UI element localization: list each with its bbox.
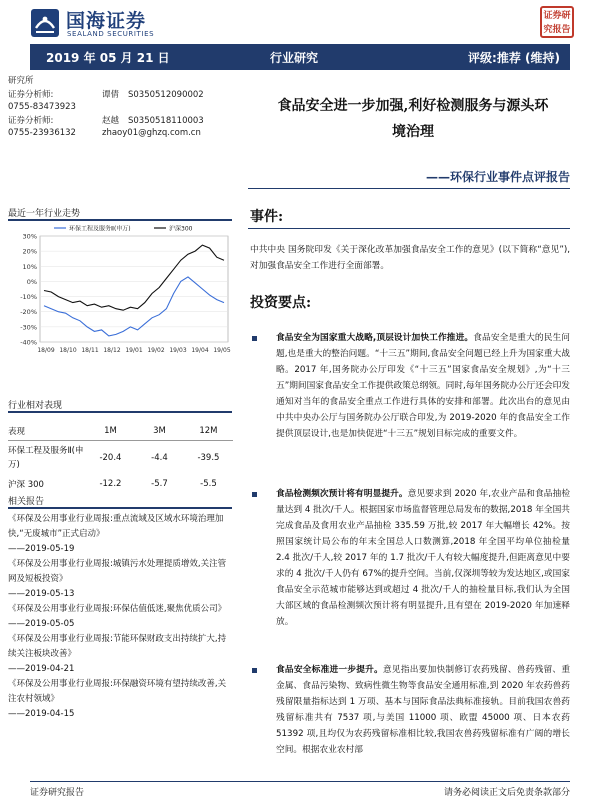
related-reports-title: 相关报告: [8, 497, 45, 507]
logo: [30, 6, 230, 40]
chart-y-tick-label: -10%: [20, 293, 37, 302]
performance-header-row: [8, 422, 233, 441]
related-report-title[interactable]: 《环保及公用事业行业周报:城镇污水处理提质增效,关注管网及短板投资》: [8, 559, 227, 584]
analyst-2-name: 赵越: [102, 116, 120, 126]
analyst-1-phone: 0755-83473923: [8, 102, 76, 112]
key-point-2: [276, 486, 570, 630]
perf-row-1-12m: -39.5: [197, 453, 220, 463]
logo-emblem-icon: [30, 8, 60, 38]
key-point-2-lead: 食品检测频次预计将有明显提升。: [276, 489, 408, 499]
chart-legend-label: 环保工程及服务Ⅱ(申万): [69, 225, 131, 233]
chart-y-tick-label: -20%: [20, 308, 37, 317]
bullet-square-icon: [252, 492, 257, 497]
related-report-date: ——2019-05-13: [8, 589, 75, 599]
related-reports-rule: [8, 507, 232, 509]
related-report-date: ——2019-04-15: [8, 709, 75, 719]
chart-y-tick-label: -40%: [20, 338, 37, 347]
perf-row-2-name: 沪深 300: [8, 480, 44, 490]
chart-x-tick-label: 19/02: [147, 347, 165, 354]
perf-row-2-1m: -12.2: [99, 479, 122, 489]
table-row: [8, 475, 233, 493]
logo-english-name: SEALAND SECURITIES: [67, 30, 155, 38]
chart-y-tick-label: 0%: [26, 277, 37, 286]
trend-chart-title: 最近一年行业走势: [8, 209, 81, 219]
report-title: [248, 93, 578, 145]
research-report-stamp: 证券研究报告: [540, 6, 574, 38]
list-item[interactable]: [8, 602, 230, 632]
chart-frame: [40, 236, 228, 342]
report-title-line-2: 境治理: [392, 124, 434, 140]
logo-chinese-name: 国海证券: [66, 10, 147, 32]
key-point-1-body: 食品安全是重大的民生问题,也是重大的整治问题。“十三五”期间,食品安全问题已经上升为国家重大战略。2017 年,国务院办公厅印发《“十三五”国家食品安全规划》,为“十三五”期间国家食品安全工作提供政策总纲领。同时,每年国务院办公厅还会印发通知对当年的食品安全重点工作进行具体的安排和部署。此次出台的意见由中共中央办公厅与国务院办公厅联合印发,为 2019-2020 年的食品安全工作提供顶层设计,也是加快促进“十三五”规划目标完成的重要文件。: [276, 333, 570, 439]
chart-x-tick-label: 19/03: [169, 347, 187, 354]
perf-row-1-1m: -20.4: [99, 453, 122, 463]
key-point-3: [276, 662, 570, 778]
perf-header-3m: 3M: [135, 422, 184, 441]
report-category: 行业研究: [270, 51, 319, 65]
chart-y-tick-label: -30%: [20, 323, 37, 332]
table-row: [8, 441, 233, 476]
related-report-date: ——2019-05-19: [8, 544, 75, 554]
analyst-1-name: 谭倩: [102, 90, 120, 100]
key-point-3-body: 意见指出要加快制修订农药残留、兽药残留、重金属、食品污染物、致病性微生物等食品安全通用标准,到 2020 年农药兽药残留限量指标达到 1 万项、基本与国际食品法典标准接轨。目前我国农兽药残留标准共有 7537 项,与美国 11000 项、欧盟 45000 项、日本农药 51392 项,且均仅为农药残留标准相比较,我国农兽药残留标准有广阔的增长空间。根据农业农村部: [276, 665, 570, 755]
footer-left-text: 证券研究报告: [30, 788, 85, 798]
chart-legend-label: 沪深300: [169, 225, 193, 233]
chart-y-tick-label: 10%: [22, 262, 37, 271]
perf-header-label: 表现: [8, 422, 86, 441]
bullet-square-icon: [252, 668, 257, 673]
performance-title: 行业相对表现: [8, 401, 63, 411]
bullet-square-icon: [252, 336, 257, 341]
related-reports-list: [8, 512, 230, 722]
event-heading: 事件:: [250, 209, 284, 225]
analyst-2-email[interactable]: zhaoy01@ghzq.com.cn: [102, 128, 201, 138]
report-date: 2019 年 05 月 21 日: [46, 51, 170, 65]
chart-x-tick-label: 19/01: [125, 347, 143, 354]
list-item[interactable]: [8, 557, 230, 602]
chart-x-tick-label: 18/11: [81, 347, 99, 354]
perf-header-12m: 12M: [184, 422, 233, 441]
analyst-2-cert: S0350518110003: [128, 116, 204, 126]
list-item[interactable]: [8, 677, 230, 722]
header-bar: [30, 44, 570, 70]
related-report-date: ——2019-05-05: [8, 619, 75, 629]
key-point-3-lead: 食品安全标准进一步提升。: [276, 665, 383, 675]
chart-series-line-2: [44, 245, 224, 310]
perf-header-1m: 1M: [86, 422, 135, 441]
research-institute-label: 研究所: [8, 76, 34, 86]
list-item[interactable]: [8, 512, 230, 557]
footer-rule: [30, 781, 570, 782]
analyst-1-cert: S0350512090002: [128, 90, 204, 100]
key-point-2-body: 意见要求到 2020 年,农业产品和食品抽检量达到 4 批次/千人。根据国家市场监督管理总局发布的数据,2018 年全国共完成食品及食用农业产品抽检 335.59 万批,较 2017 年大幅增长 42%。按照国家统计局公布的年末全国总人口数测算,2018 年全国平均单位抽检量 2.4 批次/千人,较 2017 年的 1.7 批次/千人有较大幅度提升,但距离意见中要求的 4 批次/千人仍有 67%的提升空间。当前,仅深圳等较为发达地区,或国家食品安全示范城市能够达到或超过 4 批次/千人的抽检量目标,我们认为全国大部区域的食品检测频次预计将有明显提升,且有望在 2019-2020 年加速释放。: [276, 489, 571, 627]
chart-x-tick-label: 19/04: [191, 347, 209, 354]
key-points-heading: 投资要点:: [250, 295, 312, 311]
analyst-2-role: 证券分析师:: [8, 116, 54, 126]
perf-row-2-12m: -5.5: [200, 479, 217, 489]
perf-row-1-3m: -4.4: [151, 453, 168, 463]
analyst-2-phone: 0755-23936132: [8, 128, 76, 138]
chart-x-tick-label: 19/05: [213, 347, 231, 354]
event-rule: [248, 228, 570, 229]
chart-x-tick-label: 18/10: [59, 347, 77, 354]
report-title-line-1: 食品安全进一步加强,利好检测服务与源头环: [277, 98, 549, 114]
footer-disclaimer: 请务必阅读正文后免责条款部分: [443, 788, 570, 798]
event-text: 中共中央 国务院印发《关于深化改革加强食品安全工作的意见》(以下简称“意见”),对加强食品安全工作进行全面部署。: [250, 245, 570, 271]
related-report-title[interactable]: 《环保及公用事业行业周报:节能环保财政支出持续扩大,持续关注板块改善》: [8, 634, 227, 659]
key-point-1-lead: 食品安全为国家重大战略,顶层设计加快工作推进。: [276, 333, 474, 343]
related-report-title[interactable]: 《环保及公用事业行业周报:环保估值低迷,聚焦优质公司》: [8, 604, 227, 614]
key-point-1: [276, 330, 570, 442]
perf-row-2-3m: -5.7: [151, 479, 168, 489]
performance-rule: [8, 411, 232, 413]
chart-y-tick-label: 30%: [22, 232, 37, 241]
related-report-title[interactable]: 《环保及公用事业行业周报:重点流域及区域水环境治理加快,“无废城市”正式启动》: [8, 514, 224, 539]
title-divider: [248, 188, 570, 189]
list-item[interactable]: [8, 632, 230, 677]
chart-x-tick-label: 18/12: [103, 347, 121, 354]
report-subtitle: ——环保行业事件点评报告: [425, 170, 570, 184]
analyst-1-role: 证券分析师:: [8, 90, 54, 100]
chart-x-tick-label: 18/09: [37, 347, 55, 354]
related-report-date: ——2019-04-21: [8, 664, 75, 674]
performance-table: [8, 422, 233, 493]
trend-chart: [10, 218, 232, 358]
perf-row-1-name: 环保工程及服务Ⅱ(申万): [8, 446, 84, 470]
report-rating: 评级:推荐 (维持): [468, 51, 560, 65]
related-report-title[interactable]: 《环保及公用事业行业周报:环保融资环境有望持续改善,关注农村领域》: [8, 679, 227, 704]
chart-y-tick-label: 20%: [22, 247, 37, 256]
